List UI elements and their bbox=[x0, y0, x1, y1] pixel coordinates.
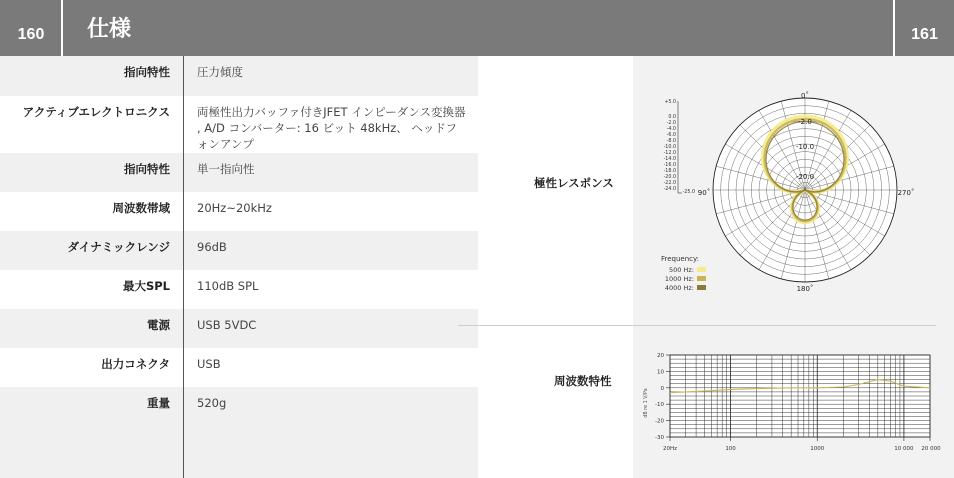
section-divider bbox=[458, 325, 936, 326]
legend-swatch bbox=[697, 267, 706, 272]
spec-row bbox=[0, 270, 478, 309]
spec-label: 指向特性 bbox=[124, 162, 170, 176]
header-bar bbox=[0, 0, 954, 56]
spec-row bbox=[0, 348, 478, 387]
spec-value: USB bbox=[197, 357, 221, 371]
scale-label: -10.0 bbox=[663, 145, 676, 150]
y-tick-label: -10 bbox=[655, 402, 664, 409]
scale-label: -20.0 bbox=[663, 175, 676, 180]
spec-label: アクティブエレクトロニクス bbox=[22, 105, 170, 119]
polar-chart bbox=[640, 85, 940, 300]
x-tick-label: 1000 bbox=[810, 446, 825, 452]
scale-label: 0.0 bbox=[668, 115, 676, 120]
legend-label: 1000 Hz: bbox=[664, 275, 694, 283]
spec-label: 指向特性 bbox=[124, 65, 170, 79]
scale-label: -18.0 bbox=[663, 169, 676, 174]
scale-label: -8.0 bbox=[666, 139, 676, 144]
spec-value: 単一指向性 bbox=[197, 162, 255, 176]
legend-title: Frequency: bbox=[661, 255, 700, 263]
scale-label: +5.0 bbox=[664, 100, 676, 105]
y-tick-label: 0 bbox=[660, 385, 664, 392]
x-tick-label: 20 000 bbox=[921, 446, 941, 452]
scale-label: -24.0 bbox=[663, 187, 676, 192]
scale-label: -12.0 bbox=[663, 151, 676, 156]
spec-value: USB 5VDC bbox=[197, 318, 257, 332]
angle-label-top: 0˚ bbox=[801, 92, 809, 100]
page-number-right: 161 bbox=[911, 26, 938, 43]
legend-swatch bbox=[697, 276, 706, 281]
spec-value: 20Hz~20kHz bbox=[197, 201, 272, 215]
column-divider bbox=[183, 56, 184, 478]
scale-label: -25.0 bbox=[682, 190, 695, 195]
spec-value: 96dB bbox=[197, 240, 227, 254]
legend-label: 4000 Hz: bbox=[664, 284, 694, 292]
polar-scale bbox=[664, 99, 695, 195]
frequency-response-label: 周波数特性 bbox=[554, 374, 612, 388]
spec-row bbox=[0, 231, 478, 270]
spec-value: 両極性出力バッファ付きJFET インピーダンス変換器 , A/D コンバーター: 16 ビット 48kHz、 ヘッドフォンアンプ bbox=[197, 105, 466, 151]
angle-label-right: 270˚ bbox=[897, 189, 915, 197]
spec-value: 520g bbox=[197, 396, 227, 410]
spec-label: 重量 bbox=[147, 396, 170, 410]
scale-label: -16.0 bbox=[663, 163, 676, 168]
page-title: 仕様 bbox=[87, 17, 132, 42]
scale-label: -2.0 bbox=[666, 121, 676, 126]
spec-row bbox=[0, 387, 478, 478]
spec-label: 最大SPL bbox=[122, 279, 170, 293]
legend-label: 500 Hz: bbox=[669, 266, 694, 274]
header-divider bbox=[61, 0, 63, 56]
legend-swatch bbox=[697, 285, 706, 290]
spec-row bbox=[0, 56, 478, 96]
spec-label: ダイナミックレンジ bbox=[67, 240, 170, 254]
page-number-left: 160 bbox=[17, 26, 45, 43]
scale-label: -14.0 bbox=[663, 157, 676, 162]
spec-label: 電源 bbox=[147, 318, 170, 332]
angle-label-bottom: 180˚ bbox=[796, 285, 814, 293]
y-tick-label: 10 bbox=[657, 369, 664, 376]
y-tick-label: -20 bbox=[655, 418, 664, 425]
spec-row bbox=[0, 96, 478, 153]
scale-label: -4.0 bbox=[666, 127, 676, 132]
spec-value: 圧力傾度 bbox=[197, 65, 243, 79]
ring-label: -20.0 bbox=[795, 173, 815, 181]
frequency-chart bbox=[636, 348, 946, 460]
y-tick-label: -30 bbox=[655, 435, 664, 441]
spec-table bbox=[0, 56, 478, 478]
ring-label: -2.0 bbox=[798, 118, 812, 126]
x-tick-label: 20Hz bbox=[662, 446, 678, 452]
spec-label: 出力コネクタ bbox=[101, 357, 170, 371]
spec-label: 周波数帯域 bbox=[112, 201, 170, 215]
x-tick-label: 10 000 bbox=[894, 446, 914, 452]
spec-row bbox=[0, 309, 478, 348]
polar-response-label: 極性レスポンス bbox=[534, 176, 614, 190]
ring-label: -10.0 bbox=[795, 143, 815, 151]
angle-label-left: 90˚ bbox=[697, 189, 711, 197]
scale-label: -6.0 bbox=[666, 133, 676, 138]
spec-row bbox=[0, 153, 478, 192]
spec-row bbox=[0, 192, 478, 231]
scale-label: -22.0 bbox=[663, 181, 676, 186]
x-tick-label: 100 bbox=[725, 446, 736, 452]
y-axis-label: dB re 1 V/Pa bbox=[644, 388, 649, 418]
spec-value: 110dB SPL bbox=[197, 279, 259, 293]
y-tick-label: 20 bbox=[657, 353, 664, 359]
